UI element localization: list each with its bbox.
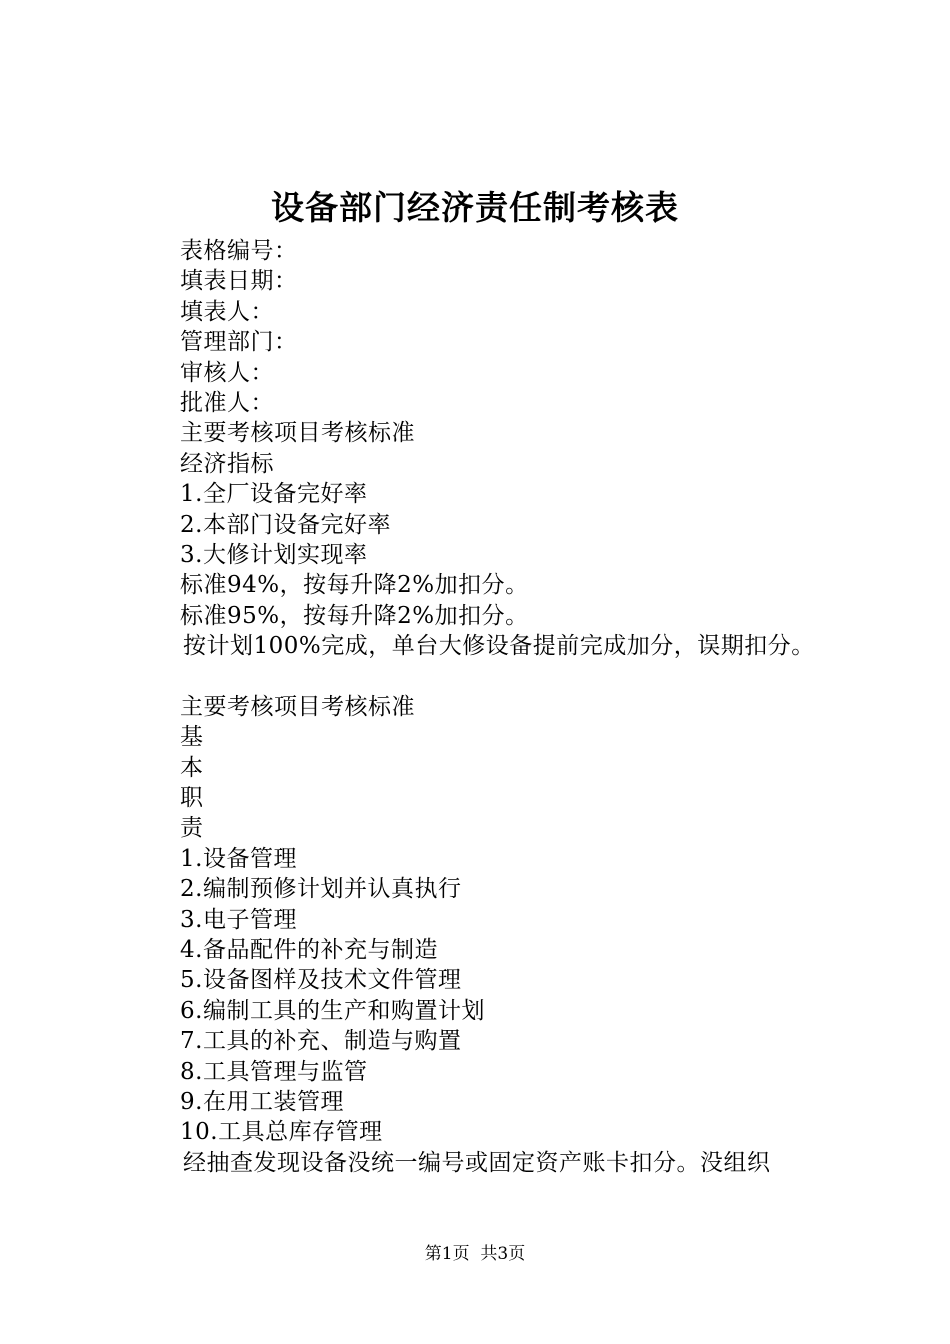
section1-item: 3.大修计划实现率 bbox=[180, 541, 368, 568]
section2-item: 8.工具管理与监管 bbox=[180, 1058, 368, 1085]
section2-item: 6.编制工具的生产和购置计划 bbox=[180, 997, 485, 1024]
section2-item: 1.设备管理 bbox=[180, 845, 297, 872]
section2-item: 4.备品配件的补充与制造 bbox=[180, 936, 438, 963]
field-reviewer: 审核人： bbox=[180, 359, 274, 386]
section2-header: 主要考核项目考核标准 bbox=[180, 693, 415, 720]
section1-header: 主要考核项目考核标准 bbox=[180, 420, 415, 447]
blank-line bbox=[180, 661, 940, 691]
page-footer: 第1页 共3页 bbox=[424, 1244, 526, 1264]
section2-item: 7.工具的补充、制造与购置 bbox=[180, 1028, 462, 1055]
section2-category-char: 职 bbox=[180, 785, 204, 812]
section2-item: 3.电子管理 bbox=[180, 906, 297, 933]
field-fill-date: 填表日期： bbox=[180, 268, 298, 295]
section1-standard: 标准94%，按每升降2%加扣分。 bbox=[180, 572, 529, 599]
field-filler: 填表人： bbox=[180, 298, 274, 325]
section2-category-char: 本 bbox=[180, 754, 204, 781]
section1-item: 2.本部门设备完好率 bbox=[180, 511, 391, 538]
section2-item: 5.设备图样及技术文件管理 bbox=[180, 967, 462, 994]
section2-item: 10.工具总库存管理 bbox=[180, 1119, 383, 1146]
section2-standard: 经抽查发现设备没统一编号或固定资产账卡扣分。没组织 bbox=[183, 1149, 771, 1176]
field-approver: 批准人： bbox=[180, 389, 274, 416]
section1-standard: 按计划100%完成，单台大修设备提前完成加分，误期扣分。 bbox=[183, 633, 815, 660]
section1-item: 1.全厂设备完好率 bbox=[180, 481, 368, 508]
field-form-number: 表格编号： bbox=[180, 238, 298, 264]
section1-standard: 标准95%，按每升降2%加扣分。 bbox=[180, 602, 529, 629]
section2-item: 2.编制预修计划并认真执行 bbox=[180, 876, 462, 903]
document-body bbox=[180, 236, 940, 1178]
section2-item: 9.在用工装管理 bbox=[180, 1088, 344, 1115]
field-department: 管理部门： bbox=[180, 329, 298, 356]
section1-category: 经济指标 bbox=[180, 450, 274, 477]
section2-category-char: 责 bbox=[180, 815, 204, 842]
page-title: 设备部门经济责任制考核表 bbox=[271, 188, 679, 227]
section2-category-char: 基 bbox=[180, 724, 204, 751]
